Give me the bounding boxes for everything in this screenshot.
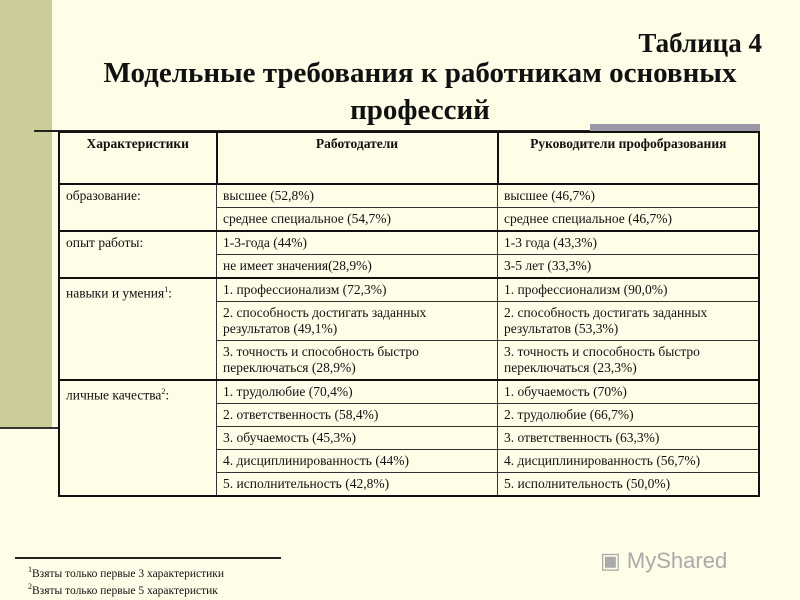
educator-cell: 5. исполнительность (50,0%): [498, 473, 760, 497]
educator-cell: 2. трудолюбие (66,7%): [498, 404, 760, 427]
characteristic-label: навыки и умения$^1$:: [59, 278, 217, 380]
educator-cell: 2. способность достигать заданных результатов (53,3%): [498, 302, 760, 341]
label-text: личные качества: [66, 387, 162, 403]
educator-cell: 1. профессионализм (90,0%): [498, 278, 760, 302]
educator-cell: высшее (46,7%): [498, 184, 760, 208]
employer-cell: 2. ответственность (58,4%): [217, 404, 498, 427]
employer-cell: среднее специальное (54,7%): [217, 208, 498, 232]
decorative-sidebar: [0, 0, 52, 427]
employer-cell: 3. точность и способность быстро переключаться (28,9%): [217, 341, 498, 381]
header-employers: Работодатели: [217, 132, 498, 184]
employer-cell: 1-3-года (44%): [217, 231, 498, 255]
employer-cell: не имеет значения(28,9%): [217, 255, 498, 279]
footnote-divider: [15, 557, 281, 559]
educator-cell: 3. ответственность (63,3%): [498, 427, 760, 450]
footnote-2: [28, 582, 218, 597]
employer-cell: 1. профессионализм (72,3%): [217, 278, 498, 302]
page-title: Модельные требования к работникам основных профессий: [103, 57, 737, 126]
watermark-text: MyShared: [626, 548, 728, 573]
employer-cell: высшее (52,8%): [217, 184, 498, 208]
table-row: [59, 380, 759, 404]
employer-cell: 4. дисциплинированность (44%): [217, 450, 498, 473]
employer-cell: 5. исполнительность (42,8%): [217, 473, 498, 497]
requirements-table: [58, 131, 760, 497]
footnote-ref: 2: [161, 387, 166, 396]
employer-cell: 1. трудолюбие (70,4%): [217, 380, 498, 404]
label-text: навыки и умения: [66, 285, 165, 301]
educator-cell: 3-5 лет (33,3%): [498, 255, 760, 279]
educator-cell: среднее специальное (46,7%): [498, 208, 760, 232]
footnote-1: [28, 565, 224, 580]
label-text: образование:: [66, 188, 141, 203]
characteristic-label: [59, 184, 217, 231]
educator-cell: 1-3 года (43,3%): [498, 231, 760, 255]
footnote-ref: 1: [164, 285, 169, 294]
header-educators: Руководители профобразования: [498, 132, 760, 184]
table-row: [59, 231, 759, 255]
employer-cell: 2. способность достигать заданных результатов (49,1%): [217, 302, 498, 341]
footnote-mark: 1: [28, 565, 32, 574]
characteristic-label: личные качества$^2$:: [59, 380, 217, 496]
footnote-text: Взяты только первые 5 характеристик: [32, 584, 218, 597]
footnote-mark: 2: [28, 582, 32, 591]
table-number: Таблица 4: [638, 28, 762, 58]
characteristic-label: [59, 231, 217, 278]
educator-cell: 4. дисциплинированность (56,7%): [498, 450, 760, 473]
watermark-logo: ▣ MyShared: [600, 548, 728, 573]
label-text: опыт работы:: [66, 235, 144, 250]
footnote-text: Взяты только первые 3 характеристики: [32, 567, 225, 580]
header-characteristics: Характеристики: [59, 132, 217, 184]
table-row: [59, 278, 759, 302]
educator-cell: 1. обучаемость (70%): [498, 380, 760, 404]
employer-cell: 3. обучаемость (45,3%): [217, 427, 498, 450]
table-row: [59, 184, 759, 208]
educator-cell: 3. точность и способность быстро переключаться (23,3%): [498, 341, 760, 381]
